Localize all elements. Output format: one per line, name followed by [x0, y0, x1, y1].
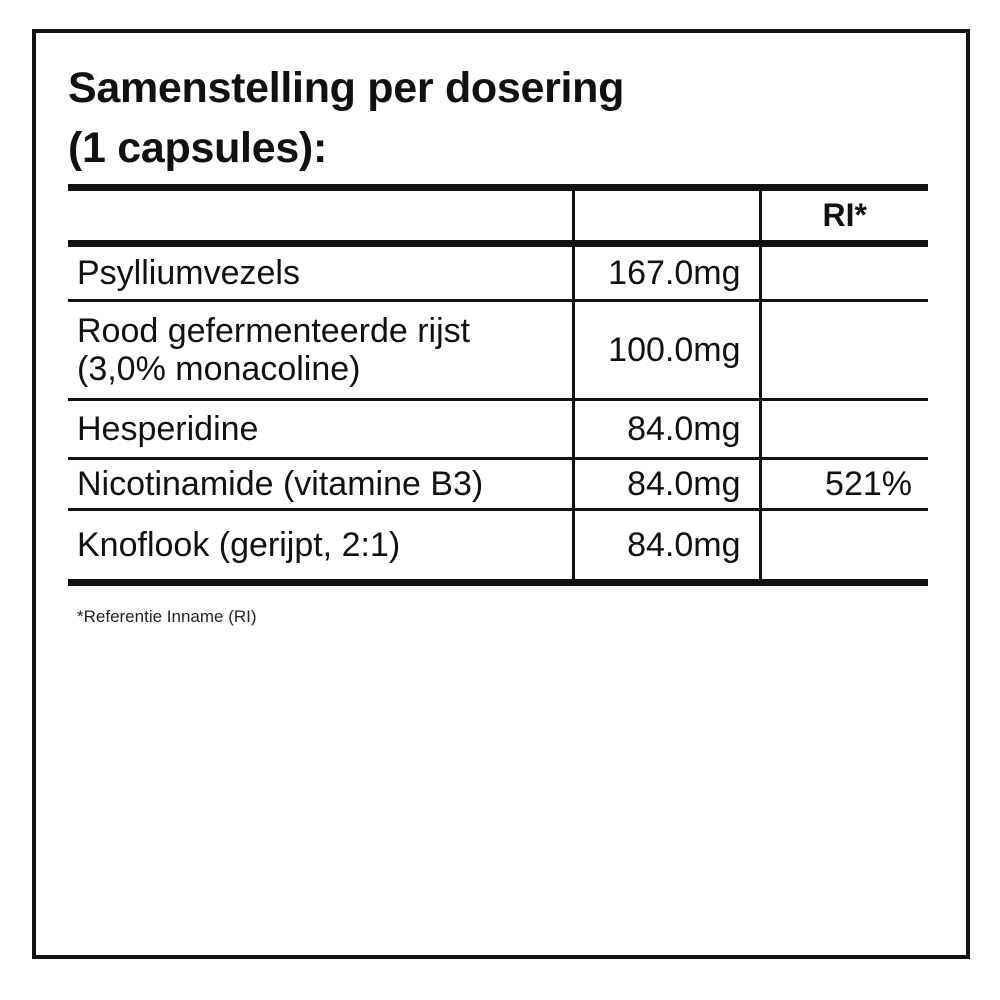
ingredient-name	[68, 459, 573, 510]
ingredient-name-line-1: Psylliumvezels	[77, 254, 300, 292]
ingredient-amount: 84.0mg	[573, 400, 760, 459]
footnote: *Referentie Inname (RI)	[77, 607, 257, 626]
table-row	[68, 301, 928, 400]
table-row	[68, 459, 928, 510]
ingredient-name-line-2: (3,0% monacoline)	[77, 350, 361, 388]
table-header-row	[68, 188, 928, 244]
table-row	[68, 510, 928, 583]
ingredient-amount: 84.0mg	[573, 459, 760, 510]
ingredient-ri	[760, 244, 928, 301]
title-line-1: Samenstelling per dosering	[68, 64, 625, 112]
ingredient-name	[68, 301, 573, 400]
ingredient-name-line-1: Hesperidine	[77, 410, 259, 448]
header-ri: RI*	[760, 188, 928, 244]
composition-table-wrapper	[68, 184, 928, 586]
table-row	[68, 244, 928, 301]
composition-table	[68, 184, 928, 586]
ingredient-name-line-1: Knoflook (gerijpt, 2:1)	[77, 526, 401, 564]
header-name	[68, 188, 573, 244]
ingredient-name	[68, 400, 573, 459]
ingredient-ri	[760, 301, 928, 400]
page-title	[68, 58, 928, 178]
ingredient-name-line-1: Rood gefermenteerde rijst	[77, 312, 471, 350]
ingredient-ri	[760, 400, 928, 459]
ingredient-name	[68, 244, 573, 301]
ingredient-amount: 167.0mg	[573, 244, 760, 301]
ingredient-ri: 521%	[760, 459, 928, 510]
header-amount	[573, 188, 760, 244]
ingredient-amount: 84.0mg	[573, 510, 760, 583]
ingredient-ri	[760, 510, 928, 583]
ingredient-amount: 100.0mg	[573, 301, 760, 400]
ingredient-name-line-1: Nicotinamide (vitamine B3)	[77, 465, 484, 503]
ingredient-name	[68, 510, 573, 583]
table-row	[68, 400, 928, 459]
title-line-2: (1 capsules):	[68, 124, 327, 172]
